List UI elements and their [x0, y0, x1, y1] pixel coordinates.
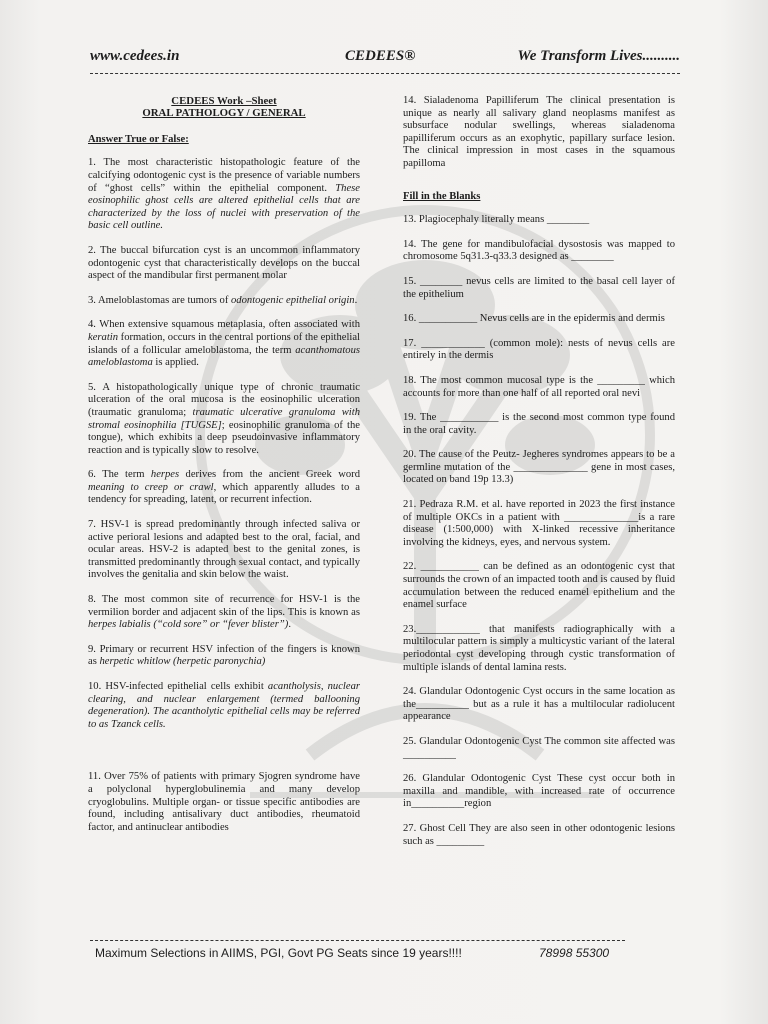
question-3-italic: odontogenic epithelial origin	[231, 294, 355, 306]
blank-16: 16. ___________ Nevus cells are in the epidermis and dermis	[403, 313, 665, 325]
blank-13: 13. Plagiocephaly literally means ________	[403, 214, 590, 226]
left-column	[88, 95, 360, 846]
website-url: www.cedees.in	[90, 48, 180, 64]
header-divider	[90, 73, 680, 74]
fill-blanks-heading: Fill in the Blanks	[403, 190, 481, 202]
footer-phone: 78998 55300	[539, 946, 610, 960]
question-6-end: , which apparently alludes to a tendency for spreading, latent, or recurrent infection.	[88, 481, 361, 506]
question-6-text-2: derives from the ancient Greek word	[179, 469, 360, 481]
question-5	[88, 382, 360, 458]
question-6-text: 6. The term	[88, 469, 151, 481]
page-footer	[95, 946, 615, 960]
question-4-end: is applied.	[152, 357, 199, 369]
question-1-italic: These eosinophilic ghost cells are altered epithelial cells that are characterized by the loss of nuclei with preservation of the basic cell outline.	[88, 182, 360, 232]
question-10	[88, 681, 360, 731]
question-5-end: ; eosinophilic granuloma of the tongue), which exhibits a deep pseudoinvasive inflammatory reaction and is typically slow to resolve.	[88, 419, 360, 456]
blank-27: 27. Ghost Cell They are also seen in other odontogenic lesions such as _________	[403, 822, 675, 847]
question-11: 11. Over 75% of patients with primary Sjogren syndrome have a polyclonal hyperglobulinemia and many develop cryoglobulins. Multiple organ- or tissue specific antibodies are found, including antisalivary duct antibodies, rheumatoid factor, and antinuclear antibodies	[88, 771, 360, 833]
blank-22: 22. ___________ can be defined as an odontogenic cyst that surrounds the crown of an impacted tooth and is caused by fluid accumulation between the reduced enamel epithelium and the enamel surface	[403, 561, 675, 611]
question-4-text: 4. When extensive squamous metaplasia, often associated with	[88, 319, 360, 331]
question-5-italic: traumatic ulcerative granuloma with stromal eosinophilia [TUGSE]	[88, 406, 360, 431]
question-9-text: 9. Primary or recurrent HSV infection of the fingers is known as	[88, 643, 360, 668]
question-8-end: .	[288, 619, 291, 631]
blank-25: 25. Glandular Odontogenic Cyst The common site affected was __________	[403, 735, 675, 760]
blank-20: 20. The cause of the Peutz- Jegheres syndromes appears to be a germline mutation of the ______________ gene in most cases, located on band 19p 13.3)	[403, 449, 675, 486]
title-line-1: CEDEES Work –Sheet	[171, 95, 277, 107]
footer-divider	[90, 940, 625, 941]
question-9-italic: herpetic whitlow (herpetic paronychia)	[99, 656, 266, 668]
blank-15: 15. ________ nevus cells are limited to the basal cell layer of the epithelium	[403, 275, 675, 300]
question-6	[88, 469, 360, 507]
blank-18: 18. The most common mucosal type is the _________ which accounts for more than one half of all reported oral nevi	[403, 374, 675, 399]
blank-26: 26. Glandular Odontogenic Cyst These cyst occur both in maxilla and mandible, with increased rate of occurrence in__________region	[403, 773, 675, 810]
question-6-italic-1: herpes	[150, 469, 180, 481]
right-column	[403, 95, 675, 860]
question-2: 2. The buccal bifurcation cyst is an uncommon inflammatory odontogenic cyst that characteristically develops on the buccal aspect of the mandibular first permanent molar	[88, 244, 360, 282]
question-7: 7. HSV-1 is spread predominantly through infected saliva or active perioral lesions and adapted best to the oral, facial, and ocular areas. HSV-2 is adapted best to the genital zones, is transmitted predominantly through sexual contact, and typically involves the genitalia and skin below the waist.	[88, 519, 360, 581]
question-8-text: 8. The most common site of recurrence for HSV-1 is the vermilion border and adjacent skin of the lips. This is known as	[88, 594, 360, 618]
title-line-2: ORAL PATHOLOGY / GENERAL	[142, 107, 306, 120]
worksheet-title	[88, 95, 360, 120]
question-1	[88, 157, 360, 233]
brand-name: CEDEES®	[345, 48, 416, 64]
footer-text: Maximum Selections in AIIMS, PGI, Govt PG Seats since 19 years!!!!	[95, 946, 462, 960]
tagline: We Transform Lives..........	[517, 48, 680, 64]
blank-23: 23.____________ that manifests radiographically with a multilocular pattern is simply a multicystic variant of the lateral periodontal cyst developing through cystic transformation of multiple islands of dental lamina rests.	[403, 623, 675, 673]
question-10-italic: acantholysis, nuclear clearing, and nuclear enlargement (termed ballooning degeneration). The acantholytic epithelial cells may be referred to as Tzanck cells.	[88, 681, 360, 730]
question-1-text: 1. The most characteristic histopathologic feature of the calcifying odontogenic cyst is the presence of variable numbers of “ghost cells” within the epithelial component.	[88, 157, 360, 194]
question-4-italic-1: keratin	[88, 331, 119, 343]
question-3	[88, 295, 360, 308]
question-3-text: 3. Ameloblastomas are tumors of	[88, 294, 231, 306]
question-8-italic: herpes labialis (“cold sore” or “fever blister”)	[88, 619, 289, 631]
question-8	[88, 594, 360, 632]
question-14-sialadenoma: 14. Sialadenoma Papilliferum The clinical presentation is unique as nearly all salivary gland neoplasms manifest as subsurface nodular swellings, whereas sialadenoma papilliferum occurs as an exophytic, papillary surface lesion. The clinical impression in most cases in the squamous papilloma	[403, 95, 675, 169]
question-5-text: 5. A histopathologically unique type of chronic traumatic ulceration of the oral mucosa is the eosinophilic ulceration (traumatic granuloma;	[88, 381, 360, 418]
blank-19: 19. The ___________ is the second most common type found in the oral cavity.	[403, 412, 675, 436]
question-10-text: 10. HSV-infected epithelial cells exhibit	[88, 681, 268, 692]
page-header	[90, 48, 680, 72]
question-4	[88, 319, 360, 369]
true-false-heading: Answer True or False:	[88, 133, 189, 145]
question-4-text-2: formation, occurs in the central portions of the epithelial islands of a follicular ameloblastoma, the term	[88, 331, 360, 356]
blank-24: 24. Glandular Odontogenic Cyst occurs in the same location as the__________ but as a rule it has a multilocular radiolucent appearance	[403, 686, 675, 723]
blank-21: 21. Pedraza R.M. et al. have reported in 2023 the first instance of multiple OKCs in a patient with ______________is a rare disease (1:500,000) with X-linked recessive inheritance involving the kidneys, eyes, and nervous system.	[403, 499, 675, 548]
blank-17: 17. ____________ (common mole): nests of nevus cells are entirely in the dermis	[403, 337, 675, 362]
question-9	[88, 644, 360, 669]
question-6-italic-2: meaning to creep or crawl	[88, 481, 214, 493]
question-3-end: .	[354, 294, 358, 306]
question-4-italic-2: acanthomatous ameloblastoma	[88, 344, 360, 369]
blank-14: 14. The gene for mandibulofacial dysostosis was mapped to chromosome 5q31.3-q33.3 designed as ________	[403, 238, 675, 263]
